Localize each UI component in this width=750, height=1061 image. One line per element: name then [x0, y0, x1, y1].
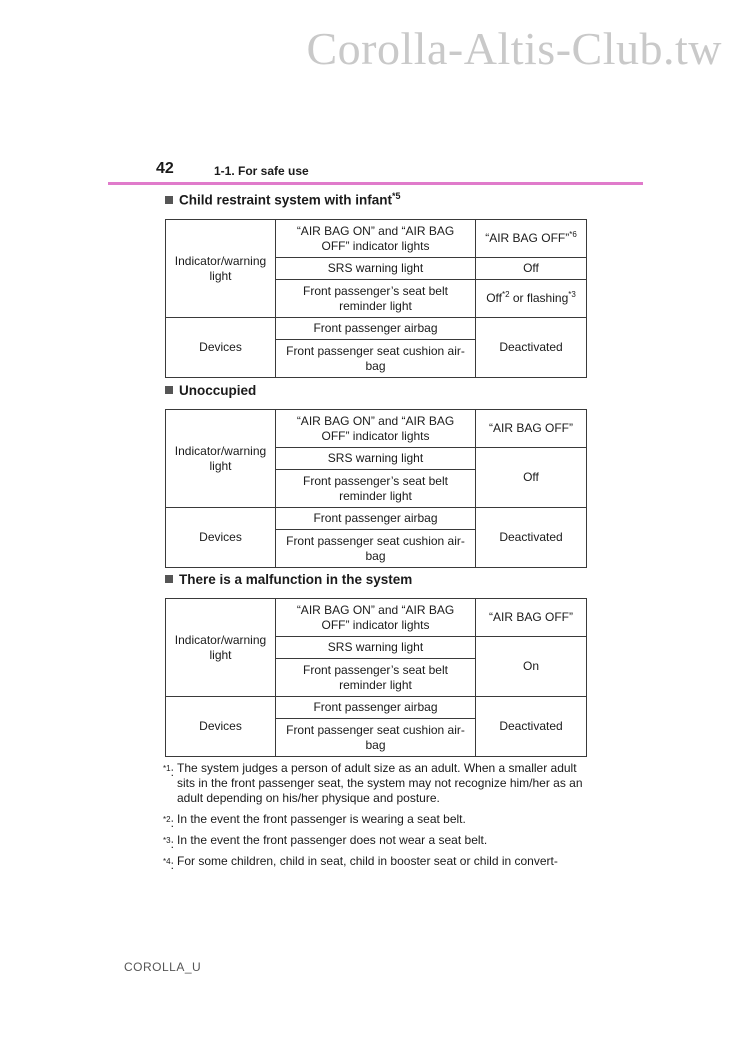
- seatbelt-reminder: Front passenger’s seat belt reminder light: [276, 470, 476, 508]
- footnote-text: In the event the front passenger is wearing a seat belt.: [177, 812, 466, 826]
- indicator-value-text: “AIR BAG OFF”: [485, 231, 570, 245]
- srs-warning-light: SRS warning light: [276, 448, 476, 470]
- devices-label: Devices: [166, 318, 276, 378]
- seatbelt-reminder: Front passenger’s seat belt reminder light: [276, 280, 476, 318]
- indicator-lights: “AIR BAG ON” and “AIR BAG OFF” indicator lights: [276, 410, 476, 448]
- page-number: 42: [156, 160, 174, 177]
- indicator-label: Indicator/warning light: [166, 410, 276, 508]
- footer-model: COROLLA_U: [124, 960, 202, 974]
- heading-unoccupied-text: Unoccupied: [179, 383, 257, 398]
- table-unoccupied: [165, 409, 587, 568]
- footnote-mark: $^{*4}$:: [163, 857, 174, 872]
- front-airbag: Front passenger airbag: [276, 697, 476, 719]
- devices-label: Devices: [166, 697, 276, 757]
- seatbelt-value-a-sup: *2: [501, 290, 510, 299]
- indicator-lights: “AIR BAG ON” and “AIR BAG OFF” indicator lights: [276, 220, 476, 258]
- srs-seatbelt-value: On: [476, 637, 587, 697]
- devices-value: Deactivated: [476, 318, 587, 378]
- heading-infant-text: Child restraint system with infant: [179, 192, 393, 208]
- devices-label: Devices: [166, 508, 276, 568]
- footnote-text: The system judges a person of adult size as an adult. When a smaller adult sits in the front passenger seat, the system may not recognize him/her as an adult depending on his/her physique and posture.: [177, 761, 583, 805]
- devices-value: Deactivated: [476, 697, 587, 757]
- table-infant: [165, 219, 587, 378]
- seatbelt-reminder: Front passenger’s seat belt reminder light: [276, 659, 476, 697]
- square-bullet-icon: [165, 575, 173, 583]
- indicator-label: Indicator/warning light: [166, 220, 276, 318]
- seat-cushion-airbag: Front passenger seat cushion air-bag: [276, 340, 476, 378]
- header-rule: [108, 182, 643, 185]
- seatbelt-value-b-sup: *3: [568, 290, 576, 299]
- indicator-value-sup: *6: [569, 230, 577, 239]
- footnote: [163, 854, 583, 872]
- srs-value: Off: [476, 258, 587, 280]
- seat-cushion-airbag: Front passenger seat cushion air-bag: [276, 530, 476, 568]
- srs-warning-light: SRS warning light: [276, 258, 476, 280]
- footnote: [163, 812, 583, 830]
- footnote-mark: $^{*1}$:: [163, 764, 174, 779]
- indicator-value: “AIR BAG OFF”: [476, 599, 587, 637]
- heading-infant-sup: *5: [392, 191, 401, 201]
- watermark: Corolla-Altis-Club.tw: [306, 23, 722, 74]
- seatbelt-value-b: or flashing: [509, 291, 569, 305]
- square-bullet-icon: [165, 196, 173, 204]
- indicator-lights: “AIR BAG ON” and “AIR BAG OFF” indicator lights: [276, 599, 476, 637]
- seat-cushion-airbag: Front passenger seat cushion air-bag: [276, 719, 476, 757]
- table-malfunction: [165, 598, 587, 757]
- indicator-value: “AIR BAG OFF”: [476, 410, 587, 448]
- footnote-mark: $^{*3}$:: [163, 836, 174, 851]
- seatbelt-value-a: Off: [486, 291, 502, 305]
- heading-infant: [165, 191, 401, 208]
- heading-malfunction-text: There is a malfunction in the system: [179, 572, 413, 587]
- front-airbag: Front passenger airbag: [276, 318, 476, 340]
- footnote: [163, 761, 583, 806]
- front-airbag: Front passenger airbag: [276, 508, 476, 530]
- footnote-mark: $^{*2}$:: [163, 815, 174, 830]
- section-title: 1-1. For safe use: [214, 164, 309, 178]
- seatbelt-value: [476, 280, 587, 318]
- heading-malfunction: [165, 572, 412, 587]
- footnote-text: For some children, child in seat, child in booster seat or child in convert-: [177, 854, 558, 868]
- heading-unoccupied: [165, 383, 256, 398]
- square-bullet-icon: [165, 386, 173, 394]
- footnote: [163, 833, 583, 851]
- footnote-text: In the event the front passenger does not wear a seat belt.: [177, 833, 488, 847]
- srs-warning-light: SRS warning light: [276, 637, 476, 659]
- indicator-label: Indicator/warning light: [166, 599, 276, 697]
- srs-seatbelt-value: Off: [476, 448, 587, 508]
- footnotes: [163, 761, 583, 875]
- indicator-value: [476, 220, 587, 258]
- devices-value: Deactivated: [476, 508, 587, 568]
